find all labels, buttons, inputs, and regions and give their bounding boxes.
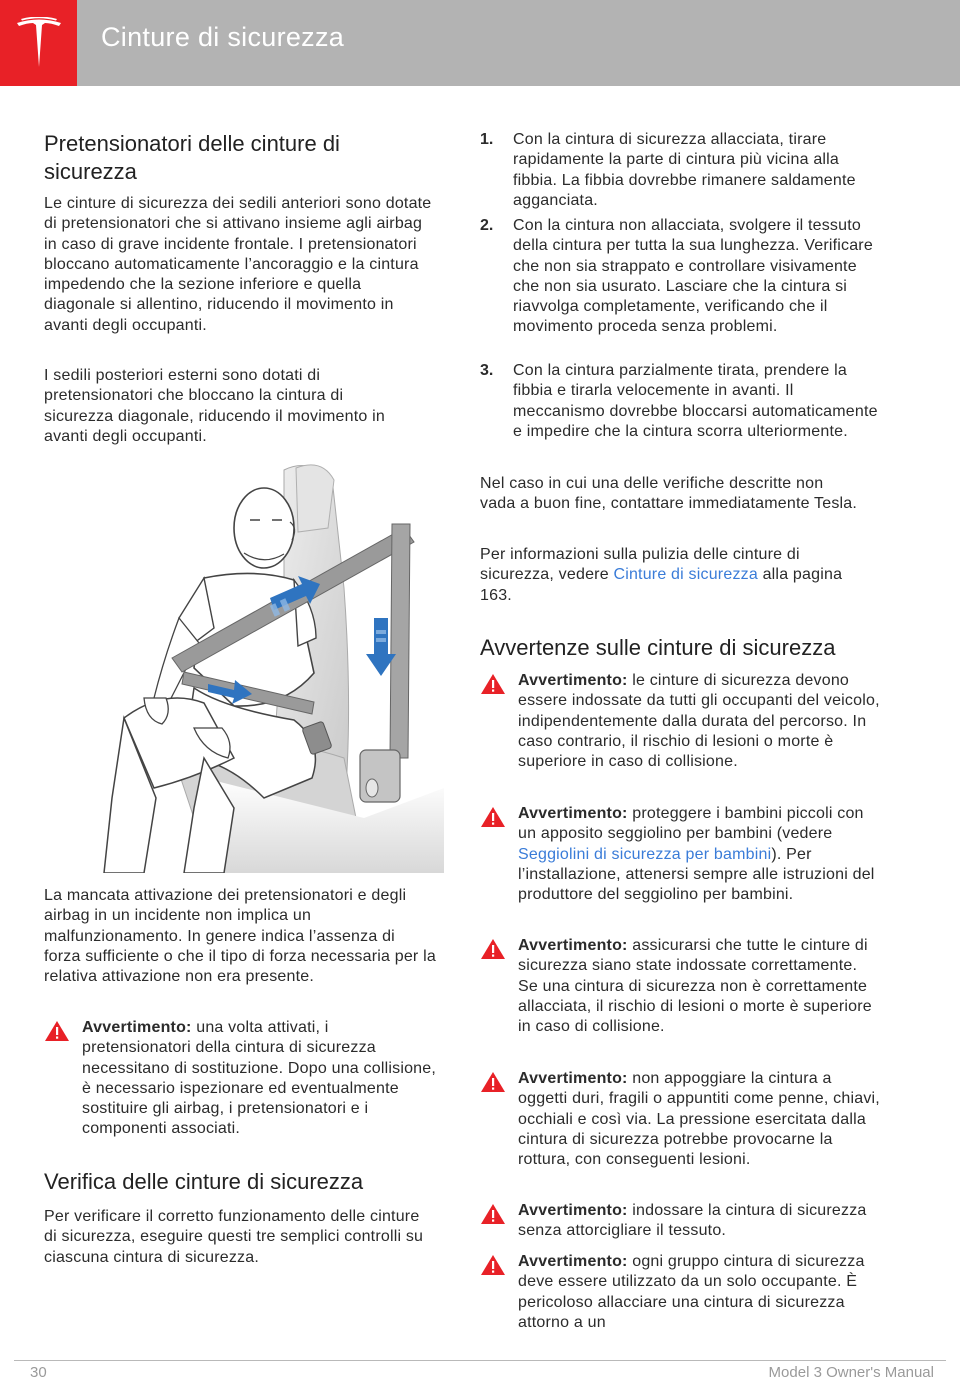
paragraph-contact-tesla: Nel caso in cui una delle verifiche descritte non vada a buon fine, contattare immediatamente Tesla. bbox=[480, 475, 858, 513]
paragraph-pretensioners-front: Le cinture di sicurezza dei sedili anteriori sono dotate di pretensionatori che si attivano insieme agli airbag in caso di grave incidente frontale. I pretensionatori bloccano automaticamente l’ancoraggio e la cintura impedendo che la sezione inferiore e quella diagonale si allentino, riducendo il movimento in avanti degli occupanti. bbox=[44, 195, 432, 334]
warning-triangle-icon bbox=[480, 673, 506, 700]
warning-child-seats bbox=[480, 804, 880, 905]
link-child-seats[interactable]: Seggiolini di sicurezza per bambini bbox=[518, 845, 772, 863]
paragraph-check-intro: Per verificare il corretto funzionamento delle cinture di sicurezza, eseguire questi tre semplici controlli su ciascuna cintura di sicurezza. bbox=[44, 1208, 424, 1266]
step-number: 2. bbox=[480, 217, 494, 234]
section-title-warnings: Avvertenze sulle cinture di sicurezza bbox=[480, 635, 836, 660]
warning-body: una volta attivati, i pretensionatori della cintura di sicurezza necessitano di sostituzione. Dopo una collisione, è necessario ispezionare ed eventualmente sostituire gli airbag, i pretensionatori e i componenti associati. bbox=[82, 1019, 437, 1138]
warning-triangle-icon bbox=[480, 1203, 506, 1230]
warning-wear-belts bbox=[480, 671, 880, 772]
warning-twisted-belt bbox=[480, 1201, 880, 1242]
section-title-pretensioners: Pretensionatori delle cinture di sicurezza bbox=[44, 131, 340, 184]
step-text: Con la cintura parzialmente tirata, prendere la fibbia e tirarla velocemente in avanti. Il meccanismo dovrebbe bloccarsi automaticamente e impedire che la cintura scorra ulteriormente. bbox=[513, 362, 878, 440]
warning-text bbox=[518, 804, 880, 905]
warning-body-after: ). Per l’installazione, attenersi sempre alle istruzioni del produttore del seggiolino per bambini. bbox=[518, 845, 875, 904]
cleaning-text-before: Per informazioni sulla pulizia delle cinture di sicurezza, vedere bbox=[480, 546, 800, 584]
manual-name: Model 3 Owner's Manual bbox=[768, 1364, 934, 1381]
step-number: 3. bbox=[480, 362, 494, 379]
paragraph-pretensioners-rear: I sedili posteriori esterni sono dotati di pretensionatori che bloccano la cintura di sicurezza diagonale, riducendo il movimento in avanti degli occupanti. bbox=[44, 367, 385, 445]
paragraph-cleaning-reference bbox=[480, 545, 860, 606]
warning-label: Avvertimento: bbox=[518, 805, 628, 822]
warning-triangle-icon bbox=[480, 1071, 506, 1098]
warning-body: non appoggiare la cintura a oggetti duri, fragili o appuntiti come penne, chiavi, occhiali e così via. La pressione esercitata dalla cintura di sicurezza potrebbe provocarne la rottura, con conseguenti lesioni. bbox=[518, 1070, 880, 1169]
warning-body: ogni gruppo cintura di sicurezza deve essere utilizzato da un solo occupante. È pericoloso allacciare una cintura di sicurezza attorno a un bbox=[518, 1253, 865, 1331]
warning-text bbox=[518, 1252, 880, 1333]
warning-single-occupant bbox=[480, 1252, 880, 1333]
page-number: 30 bbox=[30, 1364, 47, 1381]
check-step-3 bbox=[480, 361, 880, 442]
warning-body: le cinture di sicurezza devono essere indossate da tutti gli occupanti del veicolo, indipendentemente dalla durata del percorso. In caso contrario, il rischio di lesioni o morte è superiore in caso di collisione. bbox=[518, 672, 880, 771]
warning-label: Avvertimento: bbox=[518, 1253, 628, 1270]
warning-pretensioner-replacement bbox=[44, 1018, 436, 1140]
warning-text bbox=[518, 1069, 880, 1170]
paragraph-non-activation: La mancata attivazione dei pretensionatori e degli airbag in un incidente non implica un malfunzionamento. In genere indica l’assenza di forza sufficiente o che il tipo di forza necessaria per la relativa attivazione non era presente. bbox=[44, 887, 436, 986]
warning-hard-objects bbox=[480, 1069, 880, 1170]
warning-body: assicurarsi che tutte le cinture di sicurezza siano state indossate correttamente. Se una cintura di sicurezza non è correttamente allacciata, il rischio di lesioni o morte è superiore in caso di collisione. bbox=[518, 937, 872, 1036]
warning-label: Avvertimento: bbox=[518, 1202, 628, 1219]
warning-text bbox=[518, 936, 880, 1037]
section-title-check: Verifica delle cinture di sicurezza bbox=[44, 1169, 364, 1194]
link-seatbelt-cleaning[interactable]: Cinture di sicurezza bbox=[613, 566, 758, 584]
warning-text bbox=[518, 1201, 880, 1242]
warning-triangle-icon bbox=[480, 1254, 506, 1281]
warning-body: indossare la cintura di sicurezza senza attorcigliare il tessuto. bbox=[518, 1202, 867, 1240]
warning-label: Avvertimento: bbox=[518, 1070, 628, 1087]
tesla-logo bbox=[0, 0, 77, 86]
warning-label: Avvertimento: bbox=[82, 1019, 192, 1036]
page-header bbox=[0, 0, 960, 86]
warning-text bbox=[518, 671, 880, 772]
footer-divider bbox=[14, 1360, 946, 1361]
cleaning-text-after: alla pagina 163. bbox=[480, 566, 843, 604]
warning-worn-correctly bbox=[480, 936, 880, 1037]
warning-triangle-icon bbox=[44, 1020, 70, 1047]
page-title: Cinture di sicurezza bbox=[101, 22, 345, 52]
warning-triangle-icon bbox=[480, 938, 506, 965]
step-number: 1. bbox=[480, 131, 494, 148]
seatbelt-illustration bbox=[84, 458, 444, 873]
warning-text bbox=[82, 1018, 436, 1140]
check-step-1 bbox=[480, 130, 880, 211]
warning-label: Avvertimento: bbox=[518, 937, 628, 954]
warning-triangle-icon bbox=[480, 806, 506, 833]
warning-label: Avvertimento: bbox=[518, 672, 628, 689]
step-text: Con la cintura di sicurezza allacciata, tirare rapidamente la parte di cintura più vicina alla fibbia. La fibbia dovrebbe rimanere saldamente agganciata. bbox=[513, 131, 856, 209]
warning-body-before: proteggere i bambini piccoli con un apposito seggiolino per bambini (vedere bbox=[518, 805, 864, 843]
tesla-logo-icon bbox=[15, 17, 63, 69]
check-step-2 bbox=[480, 216, 880, 338]
step-text: Con la cintura non allacciata, svolgere il tessuto della cintura per tutta la sua lunghezza. Verificare che non sia strappato e controllare visivamente che non sia usurato. Lasciare che la cintura si riavvolga completamente, verificando che il movimento proceda senza problemi. bbox=[513, 217, 873, 336]
